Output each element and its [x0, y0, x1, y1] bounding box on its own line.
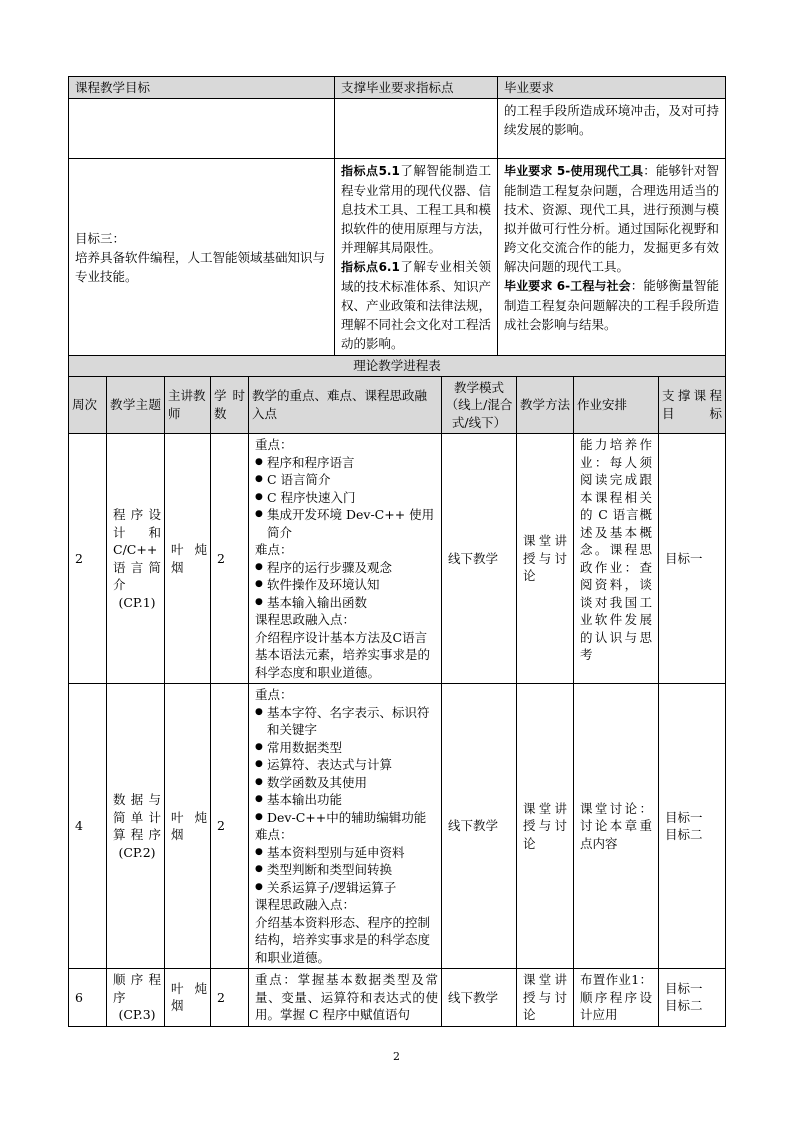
hours-cell: 2 [211, 969, 249, 1027]
support-goal: 目标二 [665, 998, 703, 1014]
requirement-6 [504, 276, 719, 334]
indicator-6-1 [341, 257, 491, 353]
requirement-5 [504, 161, 719, 276]
header-requirement: 毕业要求 [498, 77, 726, 99]
homework-cell: 能力培养作业：每人须阅读完成跟本课程相关的 C 语言概述及基本概念。课程思政作业：查阅资料，谈谈对我国工业软件发展的认识与思考 [574, 434, 659, 684]
requirement-cell [498, 159, 726, 356]
ideology-text: 介绍基本资料形态、程序的控制结构，培养实事求是的科学态度和职业道德。 [255, 914, 431, 965]
header-goal: 课程教学目标 [69, 77, 335, 99]
header-week: 周次 [69, 376, 107, 434]
schedule-title: 理论教学进程表 [69, 356, 726, 377]
schedule-row [69, 684, 726, 969]
theory-schedule-table [68, 355, 726, 1027]
schedule-header-row [69, 376, 726, 434]
indicator-cell [335, 159, 498, 356]
key-item: ● 基本字符、名字表示、标识符和关键字 [255, 704, 438, 739]
header-mode: 教学模式（线上/混合式/线下） [442, 376, 517, 434]
method-cell: 课堂讲授与讨论 [517, 434, 574, 684]
teacher-cell: 叶炖烟 [165, 684, 211, 969]
difficulty-item: ● 程序的运行步骤及观念 [255, 559, 438, 577]
goal-three-row [69, 159, 726, 356]
goal-three-text: 培养具备软件编程，人工智能领域基础知识与专业技能。 [75, 249, 326, 284]
content-cell: 重点：掌握基本数据类型及常量、变量、运算符和表达式的使用。掌握 C 程序中赋值语句 [249, 969, 442, 1027]
chapter-text: (CP.3) [118, 1007, 156, 1022]
requirement-continued: 的工程手段所造成环境冲击，及对可持续发展的影响。 [498, 99, 726, 159]
key-item: ● 程序和程序语言 [255, 454, 438, 472]
difficulty-label: 难点： [255, 542, 293, 557]
key-list [255, 704, 438, 827]
key-item: ● 数学函数及其使用 [255, 774, 438, 792]
key-item: ● 运算符、表达式与计算 [255, 756, 438, 774]
page-number: 2 [393, 1050, 400, 1063]
difficulty-list [255, 559, 438, 612]
header-teacher: 主讲教师 [165, 376, 211, 434]
key-label: 重点： [255, 437, 293, 452]
support-goal: 目标一 [665, 980, 703, 996]
mode-cell: 线下教学 [442, 969, 517, 1027]
topic-text: 数据与简单计算程序 [113, 792, 161, 842]
content-cell [249, 434, 442, 684]
requirement-5-text: ：能够针对智能制造工程复杂问题，合理选用适当的技术、资源、现代工具，进行预测与模拟并做可行性分析。通过国际化视野和跨文化交流合作的能力，发掘更多有效解决问题的现代工具。 [504, 163, 719, 274]
content-cell [249, 684, 442, 969]
difficulty-item: ● 基本资料型别与延申资料 [255, 844, 438, 862]
schedule-row [69, 434, 726, 684]
key-item: ● C 程序快速入门 [255, 489, 438, 507]
key-item: ● 集成开发环境 Dev-C++ 使用简介 [255, 506, 438, 541]
homework-cell: 课堂讨论：讨论本章重点内容 [574, 684, 659, 969]
difficulty-list [255, 844, 438, 897]
requirement-6-text: ：能够衡量智能制造工程复杂问题解决的工程手段所造成社会影响与结果。 [504, 278, 719, 332]
header-hours: 学时数 [211, 376, 249, 434]
week-cell: 6 [69, 969, 107, 1027]
indicator-5-1-label: 指标点5.1 [341, 164, 400, 178]
key-item: ● Dev-C++中的辅助编辑功能 [255, 809, 438, 827]
header-indicator: 支撑毕业要求指标点 [335, 77, 498, 99]
mode-cell: 线下教学 [442, 434, 517, 684]
indicator-6-1-label: 指标点6.1 [341, 260, 400, 274]
support-goal: 目标二 [665, 827, 703, 842]
ideology-label: 课程思政融入点： [255, 612, 356, 627]
indicator-5-1 [341, 161, 491, 257]
support-goal-cell [659, 684, 726, 969]
difficulty-item: ● 基本输入输出函数 [255, 594, 438, 612]
difficulty-item: ● 关系运算子/逻辑运算子 [255, 879, 438, 897]
key-item: ● C 语言简介 [255, 471, 438, 489]
week-cell: 2 [69, 434, 107, 684]
goal-table-header [69, 77, 726, 99]
topic-cell [107, 684, 165, 969]
method-cell: 课堂讲授与讨论 [517, 969, 574, 1027]
course-goal-table [68, 76, 726, 356]
header-method: 教学方法 [517, 376, 574, 434]
hours-cell: 2 [211, 434, 249, 684]
method-cell: 课堂讲授与讨论 [517, 684, 574, 969]
teacher-cell: 叶炖烟 [165, 969, 211, 1027]
header-goal: 支撑课程目标 [659, 376, 726, 434]
topic-cell [107, 969, 165, 1027]
homework-cell: 布置作业1：顺序程序设计应用 [574, 969, 659, 1027]
week-cell: 4 [69, 684, 107, 969]
requirement-5-label: 毕业要求 5-使用现代工具 [504, 164, 644, 178]
key-item: ● 基本输出功能 [255, 791, 438, 809]
difficulty-label: 难点： [255, 827, 293, 842]
header-homework: 作业安排 [574, 376, 659, 434]
header-topic: 教学主题 [107, 376, 165, 434]
indicator-6-1-text: 了解专业相关领域的技术标准体系、知识产权、产业政策和法律法规，理解不同社会文化对工程活动的影响。 [341, 259, 492, 351]
requirement-6-label: 毕业要求 6-工程与社会 [504, 279, 631, 293]
support-goal: 目标一 [665, 809, 703, 825]
schedule-row [69, 969, 726, 1027]
goal-three-cell [69, 159, 335, 356]
mode-cell: 线下教学 [442, 684, 517, 969]
topic-text: 顺序程序 [113, 972, 161, 1005]
teacher-cell: 叶炖烟 [165, 434, 211, 684]
support-goal-cell [659, 969, 726, 1027]
support-goal-cell [659, 434, 726, 684]
difficulty-item: ● 软件操作及环境认知 [255, 576, 438, 594]
key-list [255, 454, 438, 542]
indicator-5-1-text: 了解智能制造工程专业常用的现代仪器、信息技术工具、工程工具和模拟软件的使用原理与方法，并理解其局限性。 [341, 163, 492, 255]
goal-continued-row [69, 99, 726, 159]
chapter-text: (CP.1) [118, 594, 156, 610]
chapter-text: (CP.2) [118, 844, 156, 860]
support-goal: 目标一 [665, 550, 703, 566]
header-content: 教学的重点、难点、课程思政融入点 [249, 376, 442, 434]
schedule-title-row [69, 356, 726, 377]
topic-text: 程序设计和 C/C++ 语言简介 [113, 507, 161, 592]
key-label: 重点： [255, 687, 293, 702]
hours-cell: 2 [211, 684, 249, 969]
ideology-label: 课程思政融入点： [255, 897, 356, 912]
topic-cell [107, 434, 165, 684]
difficulty-item: ● 类型判断和类型间转换 [255, 861, 438, 879]
key-item: ● 常用数据类型 [255, 739, 438, 757]
goal-three-label: 目标三： [75, 230, 126, 246]
ideology-text: 介绍程序设计基本方法及C语言基本语法元素，培养实事求是的科学态度和职业道德。 [255, 629, 431, 680]
